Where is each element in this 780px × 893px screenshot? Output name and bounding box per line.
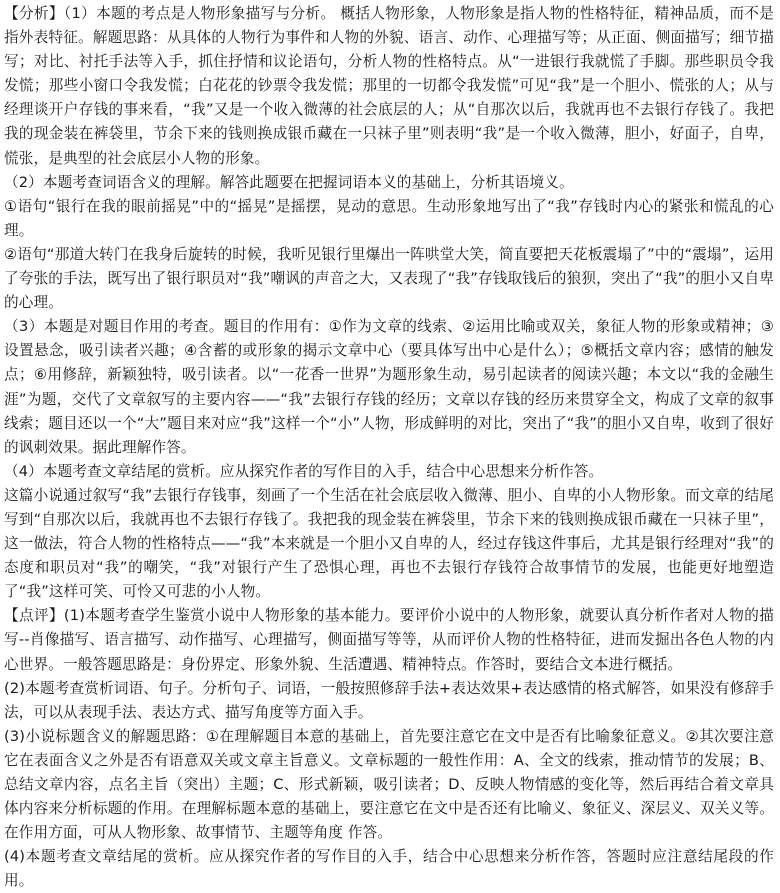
analysis-paragraph-word-zhenta: ②语句“那道大转门在我身后旋转的时候，我听见银行里爆出一阵哄堂大笑，简直要把天花板震塌了”中的“震塌”，运用了夸张的手法，既写出了银行职员对“我”嘲讽的声音之大，又表现了“我”存钱取钱后的狼狈，突出了“我”的胆小又自卑的心理。 xyxy=(4,245,774,312)
analysis-paragraph-word-yaohuang: ①语句“银行在我的眼前摇晃”中的“摇晃”是摇摆，晃动的意思。生动形象地写出了“我”存钱时内心的紧张和慌乱的心理。 xyxy=(4,197,774,239)
analysis-paragraph-ending-detail: 这篇小说通过叙写“我”去银行存钱事，刻画了一个生活在社会底层收入微薄、胆小、自卑的小人物形象。而文章的结尾写到“自那次以后，我就再也不去银行存钱了。我把我的现金装在裤袋里，节余下来的钱则换成银币藏在一只袜子里”，这一做法，符合人物的性格特点——“我”本来就是一个胆小又自卑的人，经过存钱这件事后，尤其是银行经理对“我”的态度和职员对“我”的嘲笑，“我”对银行产生了恐惧心理，再也不去银行存钱符合故事情节的发展，也能更好地塑造了“我”这样可笑、可怜又可悲的小人物。 xyxy=(4,486,774,601)
analysis-paragraph-ending: （4）本题考查文章结尾的赏析。应从探究作者的写作目的入手，结合中心思想来分析作答。 xyxy=(4,462,604,480)
comment-paragraph-4: (4)本题考查文章结尾的赏析。应从探究作者的写作目的入手，结合中心思想来分析作答，答题时应注意结尾段的作用。 xyxy=(4,848,774,890)
analysis-paragraph-character-image: 【分析】（1）本题的考点是人物形象描写与分析。 概括人物形象，人物形象是指人物的性格特征，精神品质，而不是指外表特征。解题思路：从具体的人物行为事件和人物的外貌、语言、动作、心理描写等；从正面、侧面描写；细节描写；对比、衬托手法等入手，抓住抒情和议论语句，分析人物的性格特点。从“一进银行我就慌了手脚。那些职员令我发慌；那些小窗口令我发慌；白花花的钞票令我发慌；那里的一切都令我发慌”可见“我”是一个胆小、慌张的人；从与经理谈开户存钱的事来看，“我”又是一个收入微薄的社会底层的人；从“自那次以后，我就再也不去银行存钱了。我把我的现金装在裤袋里，节余下来的钱则换成银币藏在一只袜子里”则表明“我”是一个收入微薄，胆小，好面子，自卑，慌张，是典型的社会底层小人物的形象。 xyxy=(4,5,774,167)
analysis-paragraph-word-meaning: （2）本题考查词语含义的理解。解答此题要在把握词语本义的基础上，分析其语境义。 xyxy=(4,173,574,191)
comment-paragraph-2: (2)本题考查赏析词语、句子。分析句子、词语，一般按照修辞手法+表达效果+表达感情的格式解答，如果没有修辞手法，可以从表现手法、表达方式、描写角度等方面入手。 xyxy=(4,679,774,721)
comment-paragraph-1: 【点评】(1)本题考查学生鉴赏小说中人物形象的基本能力。要评价小说中的人物形象，就要认真分析作者对人物的描写--肖像描写、语言描写、动作描写、心理描写，侧面描写等等，从而评价人物的性格特征，进而发掘出各色人物的内心世界。一般答题思路是：身份界定、形象外貌、生活遭遇、精神特点。作答时，要结合文本进行概括。 xyxy=(4,607,774,673)
analysis-paragraph-title-function: （3）本题是对题目作用的考查。题目的作用有：①作为文章的线索、②运用比喻或双关，象征人物的形象或精神；③设置悬念，吸引读者兴趣；④含蓄的或形象的揭示文章中心（要具体写出中心是什么）；⑤概括文章内容；感情的触发点；⑥用修辞，新颖独特，吸引读者。以“一花香一世界”为题形象生动，易引起读者的阅读兴趣；本文以“我的金融生涯”为题，交代了文章叙写的主要内容——“我”去银行存钱的经历；文章以存钱的经历来贯穿全文，构成了文章的叙事线索；题目还以一个“大”题目来对应“我”这样一个“小”人物，形成鲜明的对比，突出了“我”的胆小又自卑，收到了很好的讽刺效果。据此理解作答。 xyxy=(4,318,774,456)
comment-paragraph-3: (3)小说标题含义的解题思路：①在理解题目本意的基础上，首先要注意它在文中是否有比喻象征意义。②其次要注意它在表面含义之外是否有语意双关或文章主旨意义。文章标题的一般性作用：A、全文的线索，推动情节的发展；B、总结文章内容，点名主旨（突出）主题；C、形式新颖，吸引读者；D、反映人物情感的变化等，然后再结合着文章具体内容来分析标题的作用。在理解标题本意的基础上，要注意它在文中是否还有比喻义、象征义、深层义、双关义等。在作用方面，可从人物形象、故事情节、主题等角度 作答。 xyxy=(4,727,774,842)
